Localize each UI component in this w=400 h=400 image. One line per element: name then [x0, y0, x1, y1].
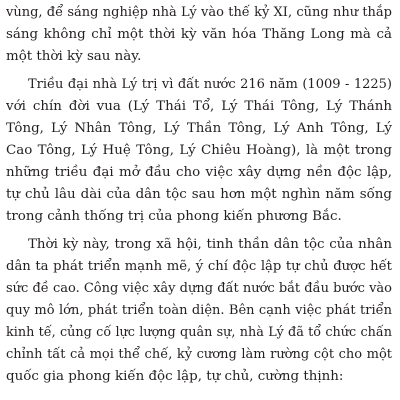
text-line: sức đề cao. Công việc xây dựng đất nước bắt đầu bước vào [6, 281, 392, 296]
text-line: quốc gia phong kiến độc lập, tự chủ, cường thịnh: [6, 369, 344, 384]
text-line: Cao Tông, Lý Huệ Tông, Lý Chiêu Hoàng), là một trong [6, 143, 392, 158]
paragraph-2 [6, 74, 392, 228]
text-line: sáng không chỉ một thời kỳ văn hóa Thăng Long mà cả [6, 27, 392, 42]
text-line: quy mô lớn, phát triển toàn diện. Bên cạnh việc phát triển [6, 303, 392, 318]
text-line: Triều đại nhà Lý trị vì đất nước 216 năm (1009 - 1225) [28, 77, 392, 92]
paragraph-3 [6, 234, 392, 388]
paragraph-1 [6, 2, 392, 68]
text-line: vùng, để sáng nghiệp nhà Lý vào thế kỷ XI, cũng như thắp [6, 5, 392, 20]
text-line: những triều đại mở đầu cho việc xây dựng nền độc lập, [6, 165, 392, 180]
text-line: Thời kỳ này, trong xã hội, tinh thần dân tộc của nhân [28, 237, 392, 252]
text-line: trong cảnh thống trị của phong kiến phương Bắc. [6, 209, 342, 224]
text-line: một thời kỳ sau này. [6, 49, 142, 64]
text-line: với chín đời vua (Lý Thái Tổ, Lý Thái Tông, Lý Thánh [6, 99, 392, 114]
text-line: Tông, Lý Nhân Tông, Lý Thần Tông, Lý Anh Tông, Lý [6, 121, 392, 136]
text-line: dân ta phát triển mạnh mẽ, ý chí độc lập tự chủ được hết [6, 259, 392, 274]
text-line: chỉnh tất cả mọi thể chế, kỷ cương làm rường cột cho một [6, 347, 392, 362]
text-line: kinh tế, củng cố lực lượng quân sự, nhà Lý đã tổ chức chấn [6, 325, 392, 340]
text-line: tự chủ lâu dài của dân tộc sau hơn một nghìn năm sống [6, 187, 392, 202]
